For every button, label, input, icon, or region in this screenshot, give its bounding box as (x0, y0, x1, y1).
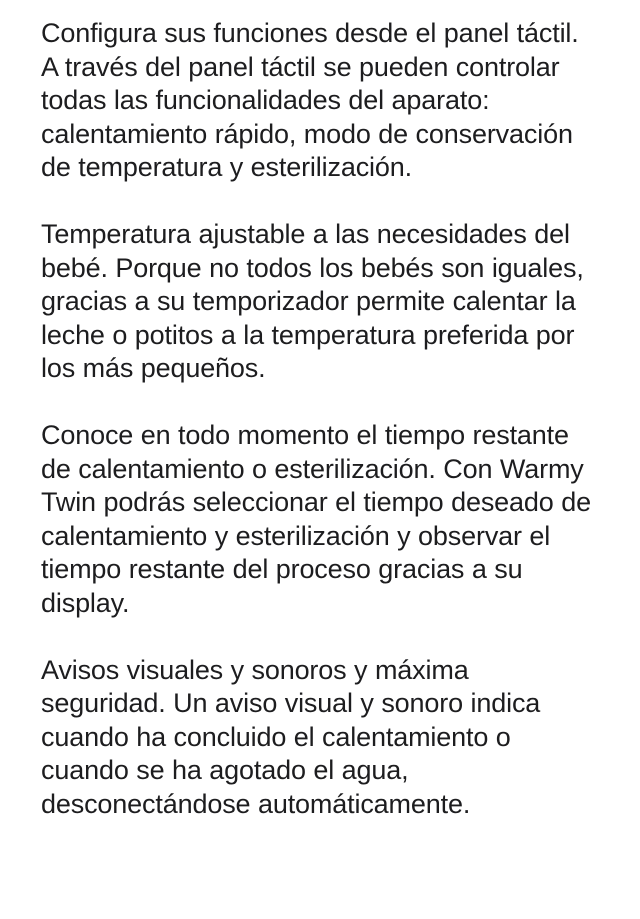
description-paragraph-avisos-seguridad: Avisos visuales y sonoros y máxima seguridad. Un aviso visual y sonoro indica cuando ha concluido el calentamiento o cuando se ha agotado el agua, desconectándose automáticamente. (41, 654, 541, 819)
description-paragraph-tiempo-restante: Conoce en todo momento el tiempo restante de calentamiento o esterilización. Con Warmy Twin podrás seleccionar el tiempo deseado de calentamiento y esterilización y observar el tiempo restante del proceso gracias a su display. (41, 420, 591, 618)
description-paragraph-panel-tactil: Configura sus funciones desde el panel táctil. A través del panel táctil se pueden controlar todas las funcionalidades del aparato: calentamiento rápido, modo de conservación de temperatura y esterilización. (41, 18, 579, 182)
description-paragraph-temperatura-ajustable: Temperatura ajustable a las necesidades del bebé. Porque no todos los bebés son iguales, gracias a su temporizador permite calentar la leche o potitos a la temperatura preferida por los más pequeños. (41, 219, 584, 383)
